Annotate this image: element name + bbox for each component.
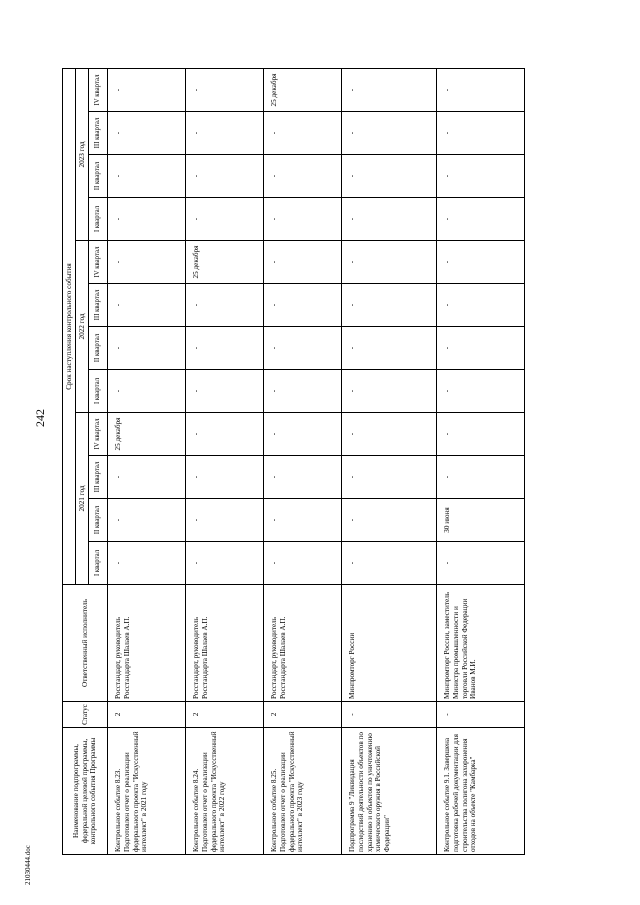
- quarter-cell: -: [108, 456, 186, 499]
- quarter-cell: -: [437, 69, 525, 112]
- quarter-cell: -: [186, 198, 264, 241]
- control-events-table: [62, 68, 525, 855]
- quarter-cell: -: [264, 155, 342, 198]
- header-year-2021: 2021 год: [76, 413, 89, 585]
- quarter-cell: -: [342, 542, 437, 585]
- quarter-cell: -: [437, 456, 525, 499]
- event-responsible: Росстандарт, руководитель Росстандарта Шалаев А.П.: [264, 585, 342, 702]
- quarter-cell: -: [264, 327, 342, 370]
- quarter-cell: -: [186, 284, 264, 327]
- quarter-cell: -: [264, 241, 342, 284]
- quarter-cell: -: [186, 456, 264, 499]
- quarter-cell: -: [186, 413, 264, 456]
- header-year-2023: 2023 год: [76, 69, 89, 241]
- quarter-cell: 25 декабря: [108, 413, 186, 456]
- header-year-2022: 2022 год: [76, 241, 89, 413]
- quarter-cell: -: [108, 69, 186, 112]
- quarter-cell: -: [437, 112, 525, 155]
- quarter-cell: -: [342, 241, 437, 284]
- header-term: Срок наступления контрольного события: [63, 69, 76, 585]
- event-responsible: Минпромторг России: [342, 585, 437, 702]
- table-row: [186, 69, 264, 855]
- header-quarter: II квартал: [89, 155, 108, 198]
- quarter-cell: -: [108, 284, 186, 327]
- quarter-cell: -: [108, 112, 186, 155]
- quarter-cell: -: [186, 499, 264, 542]
- quarter-cell: -: [108, 327, 186, 370]
- quarter-cell: -: [342, 327, 437, 370]
- quarter-cell: -: [186, 542, 264, 585]
- quarter-cell: -: [342, 69, 437, 112]
- quarter-cell: -: [264, 112, 342, 155]
- quarter-cell: -: [264, 413, 342, 456]
- event-name: Контрольное событие 8.24. Подготовлен отчет о реализации федерального проекта "Искусственный интеллект" в 2022 году: [186, 728, 264, 855]
- quarter-cell: -: [186, 112, 264, 155]
- quarter-cell: -: [342, 413, 437, 456]
- quarter-cell: -: [437, 542, 525, 585]
- header-quarter: I квартал: [89, 370, 108, 413]
- quarter-cell: -: [264, 284, 342, 327]
- event-name: Контрольное событие 9.1. Завершена подготовка рабочей документации для строительства полигона захоронения отходов на объекте "Камбарка": [437, 728, 525, 855]
- quarter-cell: -: [264, 456, 342, 499]
- quarter-cell: -: [264, 370, 342, 413]
- header-quarter: II квартал: [89, 327, 108, 370]
- quarter-cell: -: [437, 413, 525, 456]
- event-status: -: [437, 702, 525, 728]
- quarter-cell: -: [108, 241, 186, 284]
- quarter-cell: 30 июня: [437, 499, 525, 542]
- header-status: Статус: [63, 702, 108, 728]
- event-responsible: Минпромторг России, заместитель Министра промышленности и торговли Российской Федерации Иванов М.И.: [437, 585, 525, 702]
- header-quarter: III квартал: [89, 112, 108, 155]
- quarter-cell: -: [264, 198, 342, 241]
- quarter-cell: -: [186, 69, 264, 112]
- table-row: [342, 69, 437, 855]
- quarter-cell: -: [437, 241, 525, 284]
- document-code: 21030444.doc: [24, 845, 32, 885]
- quarter-cell: -: [437, 198, 525, 241]
- quarter-cell: -: [186, 155, 264, 198]
- quarter-cell: -: [342, 155, 437, 198]
- event-name: Подпрограмма 9 "Ликвидация последствий деятельности объектов по хранению и объектов по уничтожению химического оружия в Российской Федерации": [342, 728, 437, 855]
- quarter-cell: -: [437, 370, 525, 413]
- event-name: Контрольное событие 8.25. Подготовлен отчет о реализации федерального проекта "Искусственный интеллект" в 2023 году: [264, 728, 342, 855]
- page-number: 242: [33, 409, 47, 427]
- quarter-cell: -: [342, 284, 437, 327]
- quarter-cell: -: [342, 112, 437, 155]
- quarter-cell: -: [437, 327, 525, 370]
- event-status: 2: [264, 702, 342, 728]
- header-quarter: III квартал: [89, 456, 108, 499]
- quarter-cell: -: [342, 499, 437, 542]
- header-quarter: III квартал: [89, 284, 108, 327]
- header-quarter: I квартал: [89, 198, 108, 241]
- quarter-cell: -: [108, 198, 186, 241]
- quarter-cell: 25 декабря: [264, 69, 342, 112]
- table-row: [437, 69, 525, 855]
- quarter-cell: -: [342, 456, 437, 499]
- quarter-cell: -: [108, 499, 186, 542]
- header-quarter: IV квартал: [89, 241, 108, 284]
- event-responsible: Росстандарт, руководитель Росстандарта Шалаев А.П.: [108, 585, 186, 702]
- event-name: Контрольное событие 8.23. Подготовлен отчет о реализации федерального проекта "Искусственный интеллект" в 2021 году: [108, 728, 186, 855]
- quarter-cell: -: [108, 155, 186, 198]
- header-responsible: Ответственный исполнитель: [63, 585, 108, 702]
- quarter-cell: -: [186, 327, 264, 370]
- quarter-cell: -: [108, 542, 186, 585]
- event-status: 2: [108, 702, 186, 728]
- quarter-cell: -: [342, 198, 437, 241]
- header-name: Наименование подпрограммы, федеральной целевой программы, контрольного события Программы: [63, 728, 108, 855]
- quarter-cell: -: [437, 155, 525, 198]
- table-row: [108, 69, 186, 855]
- table-row: [264, 69, 342, 855]
- quarter-cell: -: [342, 370, 437, 413]
- quarter-cell: -: [108, 370, 186, 413]
- event-status: 2: [186, 702, 264, 728]
- header-quarter: IV квартал: [89, 69, 108, 112]
- quarter-cell: -: [264, 499, 342, 542]
- event-status: -: [342, 702, 437, 728]
- quarter-cell: -: [186, 370, 264, 413]
- quarter-cell: -: [437, 284, 525, 327]
- header-quarter: II квартал: [89, 499, 108, 542]
- quarter-cell: -: [264, 542, 342, 585]
- header-quarter: IV квартал: [89, 413, 108, 456]
- event-responsible: Росстандарт, руководитель Росстандарта Шалаев А.П.: [186, 585, 264, 702]
- header-quarter: I квартал: [89, 542, 108, 585]
- quarter-cell: 25 декабря: [186, 241, 264, 284]
